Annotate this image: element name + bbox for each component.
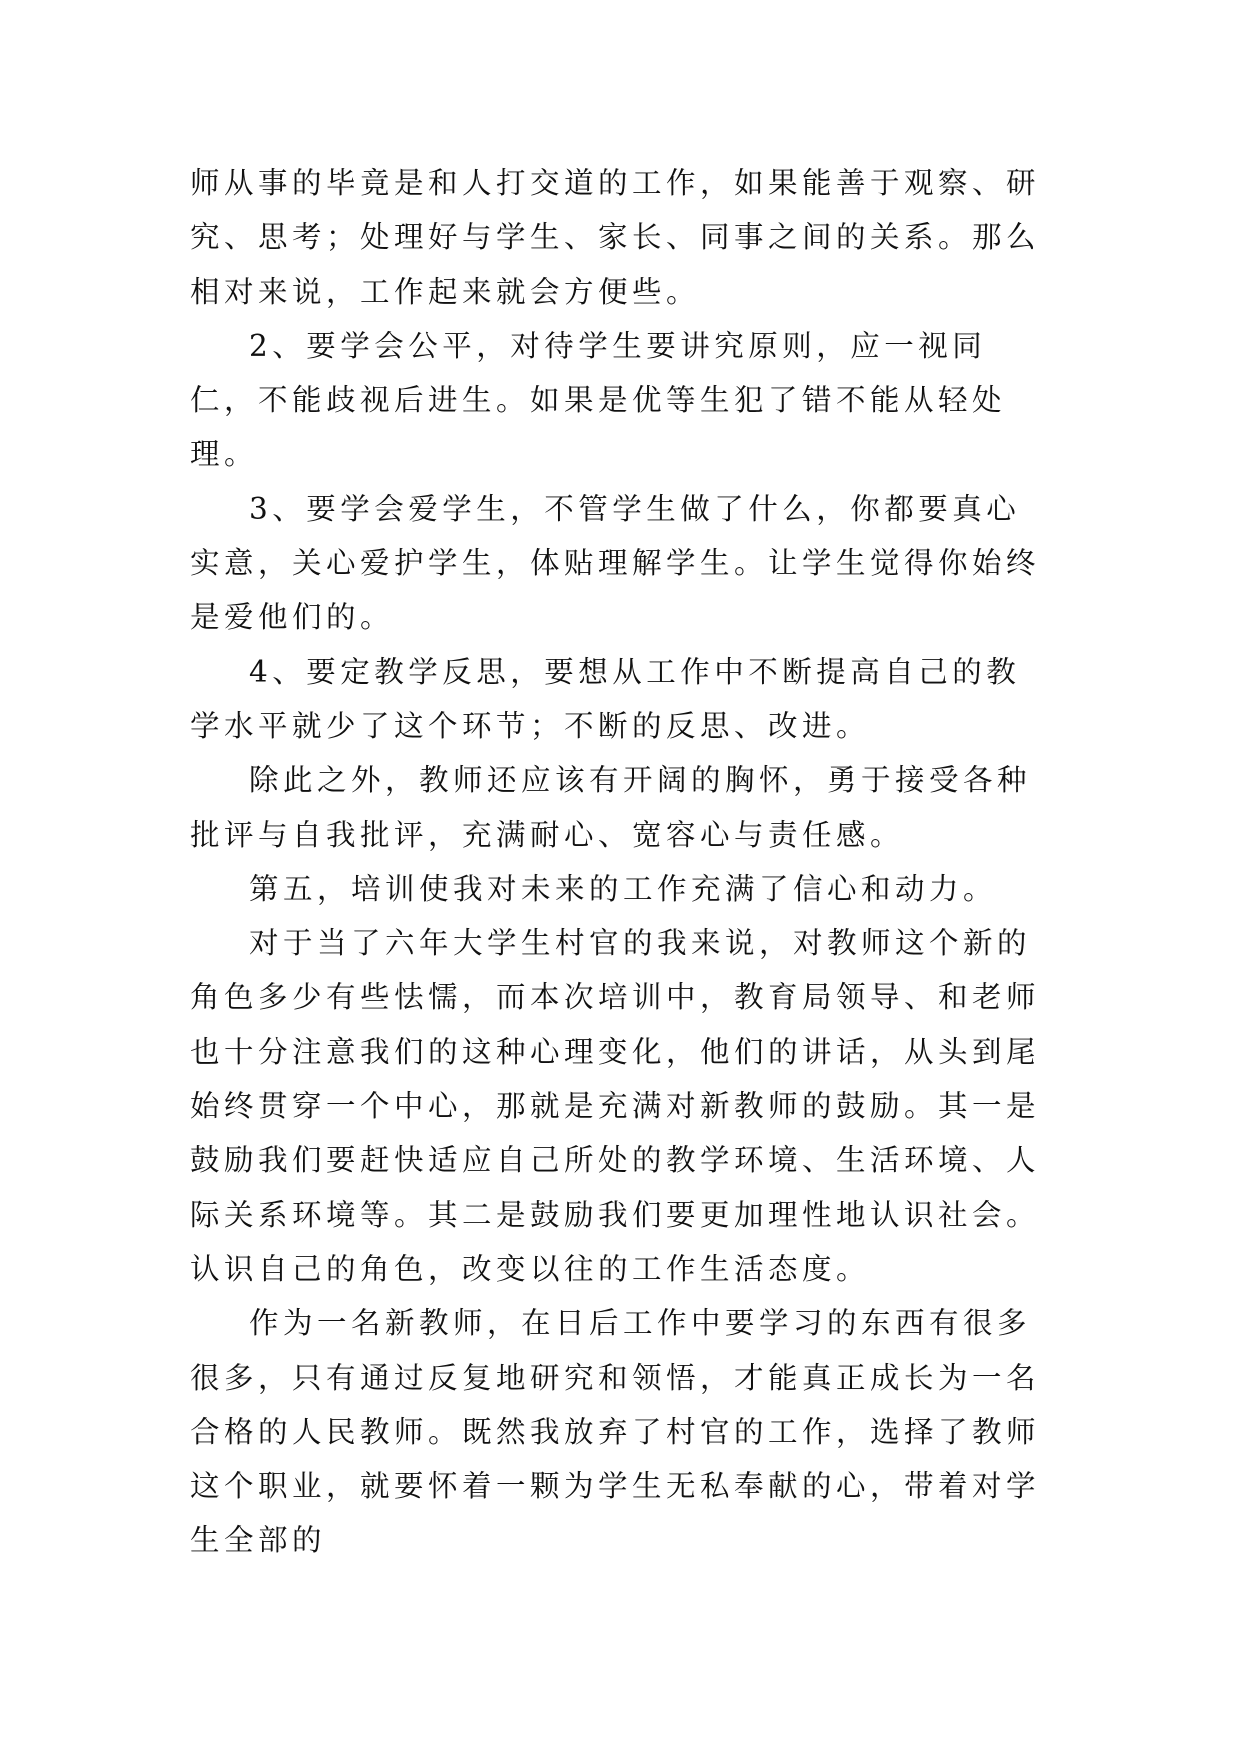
paragraph-2: 2、要学会公平，对待学生要讲究原则，应一视同仁，不能歧视后进生。如果是优等生犯了错不能从轻处理。 bbox=[190, 328, 1007, 472]
paragraph-7: 对于当了六年大学生村官的我来说，对教师这个新的角色多少有些怯懦，而本次培训中，教育局领导、和老师也十分注意我们的这种心理变化，他们的讲话，从头到尾始终贯穿一个中心，那就是充满对新教师的鼓励。其一是鼓励我们要赶快适应自己所处的教学环境、生活环境、人际关系环境等。其二是鼓励我们要更加理性地认识社会。认识自己的角色，改变以往的工作生活态度。 bbox=[190, 926, 1041, 1286]
paragraph-3: 3、要学会爱学生，不管学生做了什么，你都要真心实意，关心爱护学生，体贴理解学生。让学生觉得你始终是爱他们的。 bbox=[190, 491, 1041, 635]
paragraph-4: 4、要定教学反思，要想从工作中不断提高自己的教学水平就少了这个环节；不断的反思、改进。 bbox=[190, 654, 1021, 743]
document-body bbox=[190, 156, 1050, 1568]
paragraph-1: 师从事的毕竟是和人打交道的工作，如果能善于观察、研究、思考；处理好与学生、家长、同事之间的关系。那么相对来说，工作起来就会方便些。 bbox=[190, 166, 1041, 309]
paragraph-6: 第五，培训使我对未来的工作充满了信心和动力。 bbox=[249, 871, 998, 906]
paragraph-5: 除此之外，教师还应该有开阔的胸怀，勇于接受各种批评与自我批评，充满耐心、宽容心与责任感。 bbox=[190, 763, 1032, 852]
paragraph-8: 作为一名新教师，在日后工作中要学习的东西有很多很多，只有通过反复地研究和领悟，才能真正成长为一名合格的人民教师。既然我放弃了村官的工作，选择了教师这个职业，就要怀着一颗为学生无私奉献的心，带着对学生全部的 bbox=[190, 1306, 1041, 1558]
